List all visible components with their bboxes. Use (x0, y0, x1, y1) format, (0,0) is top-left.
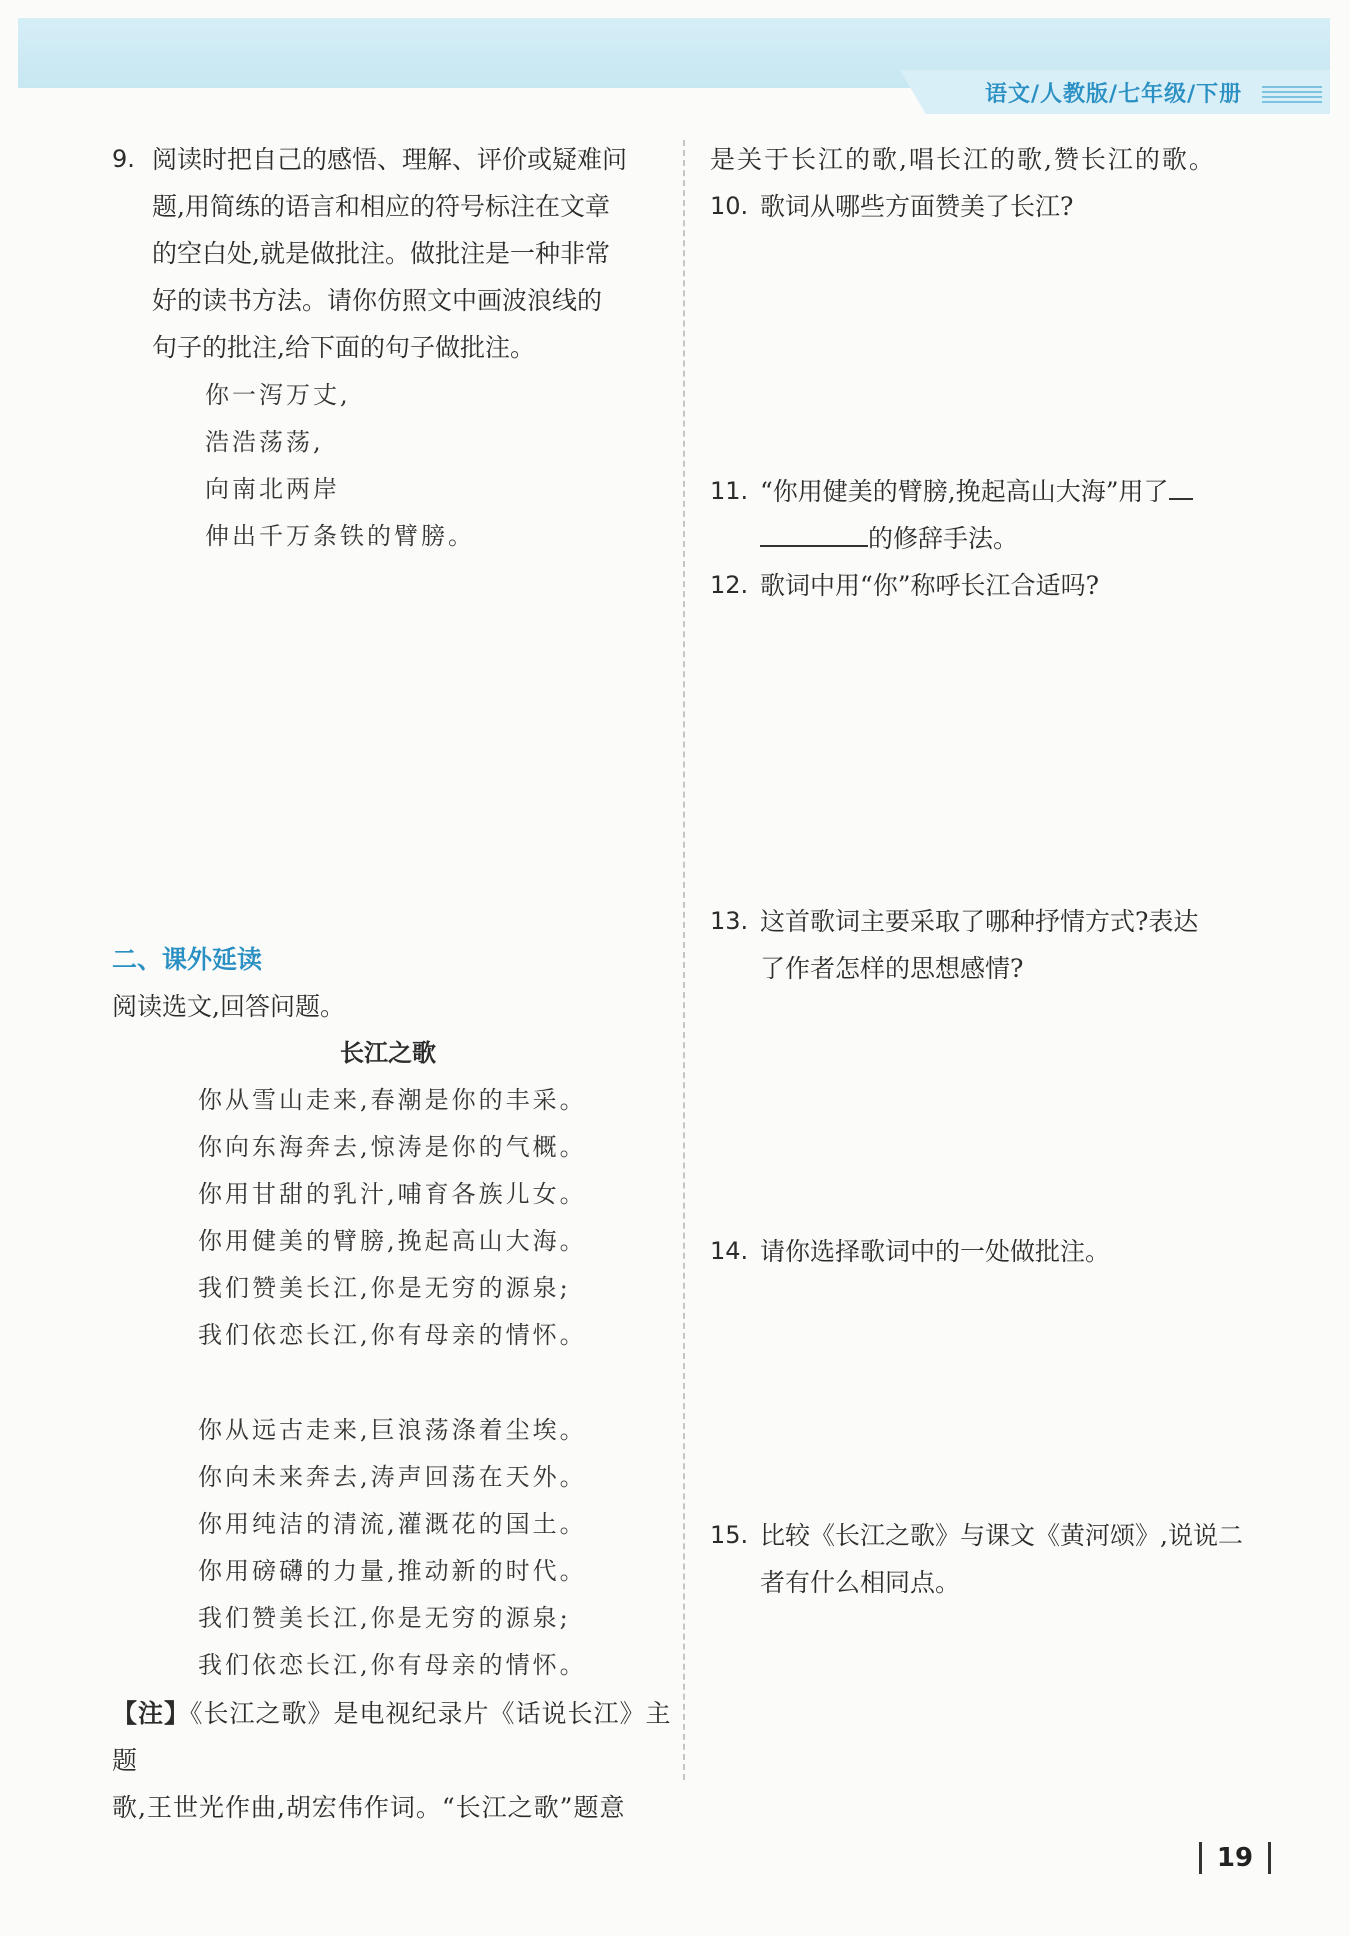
question-11 (710, 468, 1310, 562)
question-number: 10. (710, 192, 749, 220)
poem-line: 你向东海奔去,惊涛是你的气概。 (198, 1133, 587, 1161)
question-text-line: 者有什么相同点。 (760, 1568, 961, 1597)
verse-line: 你一泻万丈, (205, 381, 351, 409)
poem-line: 你用健美的臂膀,挽起高山大海。 (198, 1227, 587, 1255)
note-tag: 【注】 (112, 1699, 191, 1728)
question-text: “你用健美的臂膀,挽起高山大海”用了 (760, 477, 1169, 506)
verse-line: 伸出千万条铁的臂膀。 (205, 522, 475, 550)
poem-line: 你从远古走来,巨浪荡涤着尘埃。 (198, 1416, 587, 1444)
question-text-line: 的空白处,就是做批注。做批注是一种非常 (152, 239, 610, 268)
fill-blank[interactable] (760, 515, 868, 547)
fill-blank[interactable] (1169, 468, 1193, 500)
poem-line: 我们依恋长江,你有母亲的情怀。 (198, 1651, 587, 1679)
question-text: 歌词中用“你”称呼长江合适吗? (760, 571, 1099, 600)
header-label: 语文/人教版/七年级/下册 (985, 82, 1243, 107)
poem-line: 我们赞美长江,你是无穷的源泉; (198, 1274, 571, 1302)
note-text-line: 《长江之歌》是电视纪录片《话说长江》主题 (112, 1699, 672, 1775)
question-text-line: 好的读书方法。请你仿照文中画波浪线的 (152, 286, 603, 315)
poem-line: 我们依恋长江,你有母亲的情怀。 (198, 1321, 587, 1349)
question-number: 9. (112, 145, 135, 173)
question-number: 14. (710, 1237, 749, 1265)
question-text-line: 这首歌词主要采取了哪种抒情方式?表达 (760, 907, 1199, 936)
poem-title: 长江之歌 (340, 1039, 436, 1067)
note-continuation: 是关于长江的歌,唱长江的歌,赞长江的歌。 (710, 145, 1216, 174)
poem-line: 我们赞美长江,你是无穷的源泉; (198, 1604, 571, 1632)
poem-line: 你向未来奔去,涛声回荡在天外。 (198, 1463, 587, 1491)
question-text-line: 句子的批注,给下面的句子做批注。 (152, 333, 535, 362)
poem-line: 你用纯洁的清流,灌溉花的国土。 (198, 1510, 587, 1538)
question-text-line: 了作者怎样的思想感情? (760, 954, 1024, 983)
question-15 (710, 1512, 1310, 1606)
question-number: 11. (710, 477, 749, 505)
question-text-line: 阅读时把自己的感悟、理解、评价或疑难问 (152, 145, 628, 174)
verse-line: 浩浩荡荡, (205, 428, 324, 456)
section-heading: 二、课外延读 (112, 945, 263, 974)
page-number: 19 (1195, 1838, 1275, 1878)
question-text: 歌词从哪些方面赞美了长江? (760, 192, 1074, 221)
question-text: 请你选择歌词中的一处做批注。 (760, 1237, 1111, 1266)
verse-line: 向南北两岸 (205, 475, 340, 503)
quoted-verse (205, 372, 475, 560)
poem-note (112, 1690, 672, 1831)
header-stripes-decoration (1262, 86, 1322, 104)
question-14 (710, 1228, 1310, 1275)
question-13 (710, 898, 1310, 992)
poem-line: 你从雪山走来,春潮是你的丰采。 (198, 1086, 587, 1114)
reading-instruction: 阅读选文,回答问题。 (112, 992, 345, 1021)
question-10 (710, 183, 1310, 230)
question-number: 13. (710, 907, 749, 935)
poem-line: 你用磅礴的力量,推动新的时代。 (198, 1557, 587, 1585)
question-text: 的修辞手法。 (868, 524, 1019, 553)
poem-line: 你用甘甜的乳汁,哺育各族儿女。 (198, 1180, 587, 1208)
note-text-line: 歌,王世光作曲,胡宏伟作词。“长江之歌”题意 (112, 1793, 626, 1822)
poem-stanza-1 (198, 1077, 587, 1359)
question-text-line: 题,用简练的语言和相应的符号标注在文章 (152, 192, 610, 221)
question-number: 12. (710, 571, 749, 599)
poem-stanza-2 (198, 1407, 587, 1689)
column-divider (683, 140, 685, 1780)
question-number: 15. (710, 1521, 749, 1549)
question-9 (112, 136, 682, 371)
question-text-line: 比较《长江之歌》与课文《黄河颂》,说说二 (760, 1521, 1243, 1550)
question-12 (710, 562, 1310, 609)
